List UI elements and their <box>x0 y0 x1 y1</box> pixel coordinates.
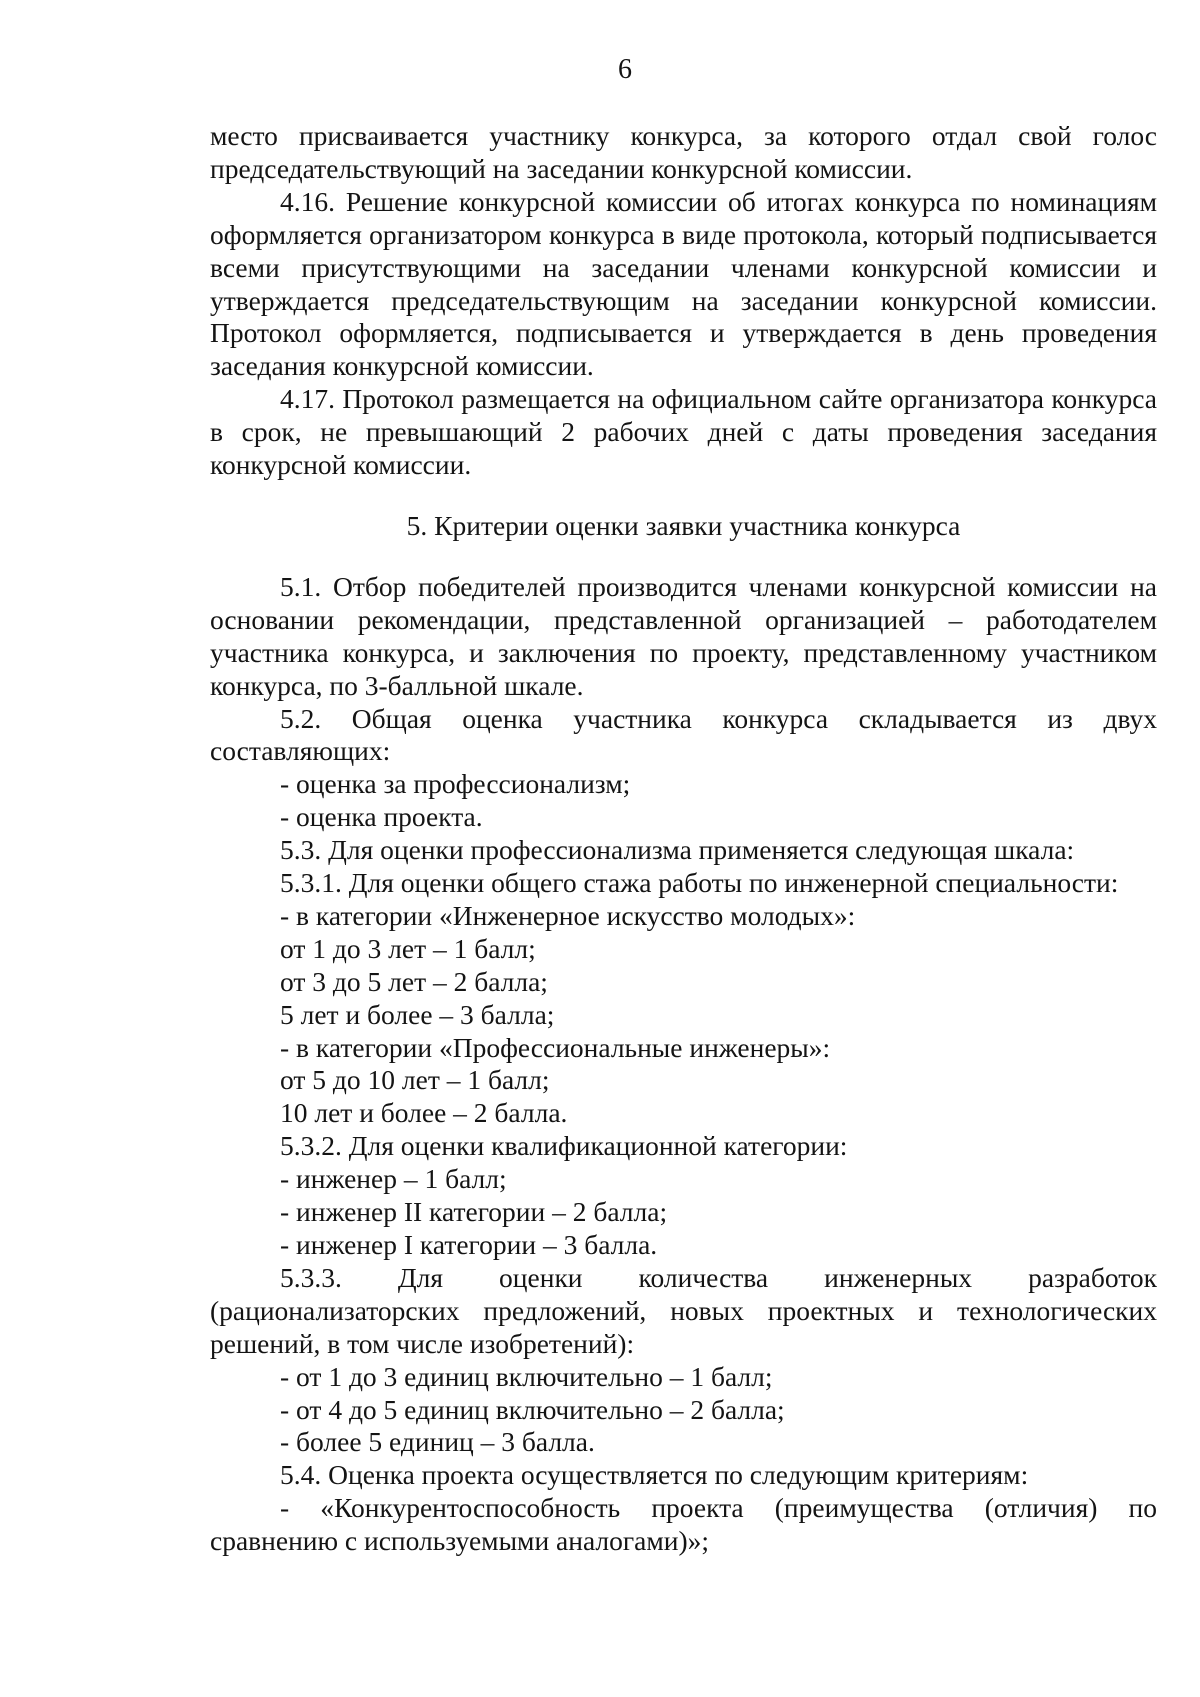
paragraph-4-17: 4.17. Протокол размещается на официальном сайте организатора конкурса в срок, не превышающий 2 рабочих дней с даты проведения заседания конкурсной комиссии. <box>210 383 1157 481</box>
paragraph-continuation: место присваивается участнику конкурса, за которого отдал свой голос председательствующий на заседании конкурсной комиссии. <box>210 120 1157 184</box>
list-item: от 3 до 5 лет – 2 балла; <box>280 965 548 997</box>
paragraph-5-2: 5.2. Общая оценка участника конкурса складывается из двух составляющих: <box>210 702 1157 767</box>
paragraph-5-3-3: 5.3.3. Для оценки количества инженерных разработок (рационализаторских предложений, новых проектных и технологических решений, в том числе изобретений): <box>210 1261 1157 1359</box>
list-item: - оценка за профессионализм; <box>280 768 631 800</box>
list-item: от 1 до 3 лет – 1 балл; <box>280 932 536 964</box>
paragraph-5-3: 5.3. Для оценки профессионализма применяется следующая шкала: <box>280 834 1075 866</box>
page-number: 6 <box>618 54 632 85</box>
list-item: - от 4 до 5 единиц включительно – 2 балла; <box>280 1393 785 1425</box>
list-item: - «Конкурентоспособность проекта (преимущества (отличия) по сравнению с используемыми аналогами)»; <box>210 1492 1157 1557</box>
list-item: - инженер I категории – 3 балла. <box>280 1229 658 1260</box>
list-item: 10 лет и более – 2 балла. <box>280 1097 568 1129</box>
list-item: - инженер II категории – 2 балла; <box>280 1196 668 1228</box>
list-item: - в категории «Инженерное искусство молодых»: <box>280 899 856 931</box>
list-item: - от 1 до 3 единиц включительно – 1 балл; <box>280 1360 773 1392</box>
document-body <box>210 120 1157 1558</box>
paragraph-5-3-2: 5.3.2. Для оценки квалификационной категории: <box>280 1130 848 1162</box>
section-5-heading: 5. Критерии оценки заявки участника конкурса <box>406 509 961 541</box>
paragraph-5-4: 5.4. Оценка проекта осуществляется по следующим критериям: <box>280 1459 1029 1491</box>
list-item: - более 5 единиц – 3 балла. <box>280 1426 595 1458</box>
paragraph-5-3-1: 5.3.1. Для оценки общего стажа работы по инженерной специальности: <box>280 867 1119 899</box>
list-item: - инженер – 1 балл; <box>280 1163 507 1195</box>
list-item: от 5 до 10 лет – 1 балл; <box>280 1064 550 1096</box>
paragraph-5-1: 5.1. Отбор победителей производится членами конкурсной комиссии на основании рекомендации, представленной организацией – работодателем участника конкурса, и заключения по проекту, представленному участником конкурса, по 3-балльной шкале. <box>210 570 1157 701</box>
list-item: 5 лет и более – 3 балла; <box>280 998 555 1030</box>
list-item: - оценка проекта. <box>280 801 483 833</box>
list-item: - в категории «Профессиональные инженеры»: <box>280 1031 831 1063</box>
paragraph-4-16: 4.16. Решение конкурсной комиссии об итогах конкурса по номинациям оформляется организатором конкурса в виде протокола, который подписывается всеми присутствующими на заседании членами конкурсной комиссии и утверждается председательствующим на заседании конкурсной комиссии. Протокол оформляется, подписывается и утверждается в день проведения заседания конкурсной комиссии. <box>210 185 1157 382</box>
